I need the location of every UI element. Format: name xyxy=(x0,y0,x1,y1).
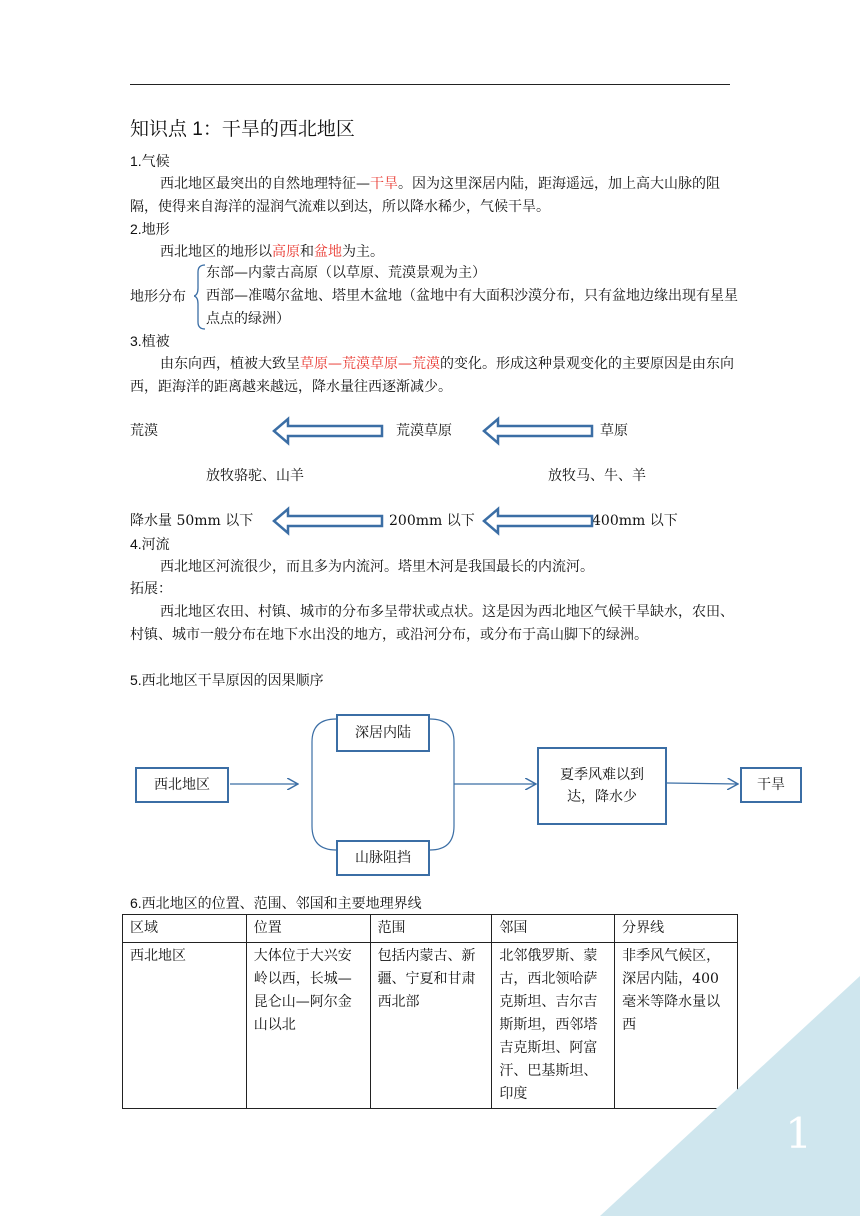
precip-50mm: 降水量 50mm 以下 xyxy=(130,513,254,529)
page-number: 1 xyxy=(785,1109,812,1158)
precip-200mm: 200mm 以下 xyxy=(389,513,475,529)
veg-desert-steppe: 荒漠草原 xyxy=(396,423,452,439)
table-header-row xyxy=(123,915,738,943)
extension-label: 拓展： xyxy=(130,581,172,597)
section-6-heading: 6.西北地区的位置、范围、邻国和主要地理界线 xyxy=(130,895,422,911)
arrow-left-2 xyxy=(482,416,594,446)
node-drought: 干旱 xyxy=(740,767,802,803)
extension-paragraph: 西北地区农田、村镇、城市的分布多呈带状或点状。这是因为西北地区气候干旱缺水，农田、村镇、城市一般分布在地下水出没的地方，或沿河分布，或分布于高山脚下的绿洲。 xyxy=(130,604,734,643)
s3-text-rest: 的变化。形成这种景观变化的主要原因是由东向西，距海洋的距离越来越远，降水量往西逐渐减少。 xyxy=(130,356,734,395)
terrain-brace xyxy=(194,264,206,330)
section-3-heading: 3.植被 xyxy=(130,333,170,349)
page-title: 知识点 1：干旱的西北地区 xyxy=(130,119,355,140)
node-mountains: 山脉阻挡 xyxy=(336,840,430,876)
cell-scope: 包括内蒙古、新疆、宁夏和甘肃西北部 xyxy=(370,943,492,1109)
s2-and: 和 xyxy=(300,244,314,260)
cause-effect-connectors xyxy=(0,700,860,890)
veg-desert: 荒漠 xyxy=(130,423,158,439)
s2-highlight-basin: 盆地 xyxy=(314,244,342,260)
cell-position: 大体位于大兴安岭以西，长城—昆仑山—阿尔金山以北 xyxy=(246,943,370,1109)
arrow-left-1 xyxy=(272,416,384,446)
section-1-paragraph xyxy=(130,173,735,219)
section-4-heading: 4.河流 xyxy=(130,536,170,552)
s2-highlight-plateau: 高原 xyxy=(272,244,300,260)
cell-neighbors: 北邻俄罗斯、蒙古，西北领哈萨克斯坦、吉尔吉斯斯坦，西邻塔吉克斯坦、阿富汗、巴基斯坦、印度 xyxy=(492,943,615,1109)
cell-region: 西北地区 xyxy=(123,943,247,1109)
th-boundary: 分界线 xyxy=(615,915,738,943)
s3-highlight: 草原—荒漠草原—荒漠 xyxy=(300,356,440,372)
s3-text: 由东向西，植被大致呈 xyxy=(160,356,300,372)
section-3-paragraph xyxy=(130,353,735,399)
arrow-left-4 xyxy=(482,506,594,536)
node-inland: 深居内陆 xyxy=(336,714,430,752)
veg-steppe: 草原 xyxy=(600,423,628,439)
s2-text-end: 为主。 xyxy=(342,244,384,260)
terrain-label: 地形分布 xyxy=(130,289,186,305)
precip-400mm: 400mm 以下 xyxy=(592,513,678,529)
terrain-east: 东部—内蒙古高原（以草原、荒漠景观为主） xyxy=(206,265,486,281)
node-northwest: 西北地区 xyxy=(135,767,229,803)
s1-highlight: 干旱 xyxy=(370,176,398,192)
grazing-horse-cattle-sheep: 放牧马、牛、羊 xyxy=(548,468,646,484)
s1-text-rest: 。因为这里深居内陆，距海遥远，加上高大山脉的阻隔，使得来自海洋的湿润气流难以到达，所以降水稀少，气候干旱。 xyxy=(130,176,720,215)
section-5-heading: 5.西北地区干旱原因的因果顺序 xyxy=(130,672,324,688)
terrain-west: 西部—准噶尔盆地、塔里木盆地（盆地中有大面积沙漠分布，只有盆地边缘出现有星星点点的绿洲） xyxy=(206,288,738,327)
node-monsoon: 夏季风难以到达，降水少 xyxy=(537,747,667,825)
corner-decoration xyxy=(600,976,860,1216)
th-neighbors: 邻国 xyxy=(492,915,615,943)
s2-text: 西北地区的地形以 xyxy=(160,244,272,260)
th-region: 区域 xyxy=(123,915,247,943)
th-scope: 范围 xyxy=(370,915,492,943)
section-4-paragraph: 西北地区河流很少，而且多为内流河。塔里木河是我国最长的内流河。 xyxy=(160,559,594,575)
header-rule xyxy=(130,84,730,85)
th-position: 位置 xyxy=(246,915,370,943)
arrow-left-3 xyxy=(272,506,384,536)
s1-text: 西北地区最突出的自然地理特征— xyxy=(160,176,370,192)
section-1-heading: 1.气候 xyxy=(130,153,170,169)
grazing-camel-goat: 放牧骆驼、山羊 xyxy=(206,468,304,484)
section-2-heading: 2.地形 xyxy=(130,221,170,237)
section-2-paragraph xyxy=(130,241,735,264)
cell-boundary: 非季风气候区，深居内陆，400毫米等降水量以西 xyxy=(615,943,738,1109)
